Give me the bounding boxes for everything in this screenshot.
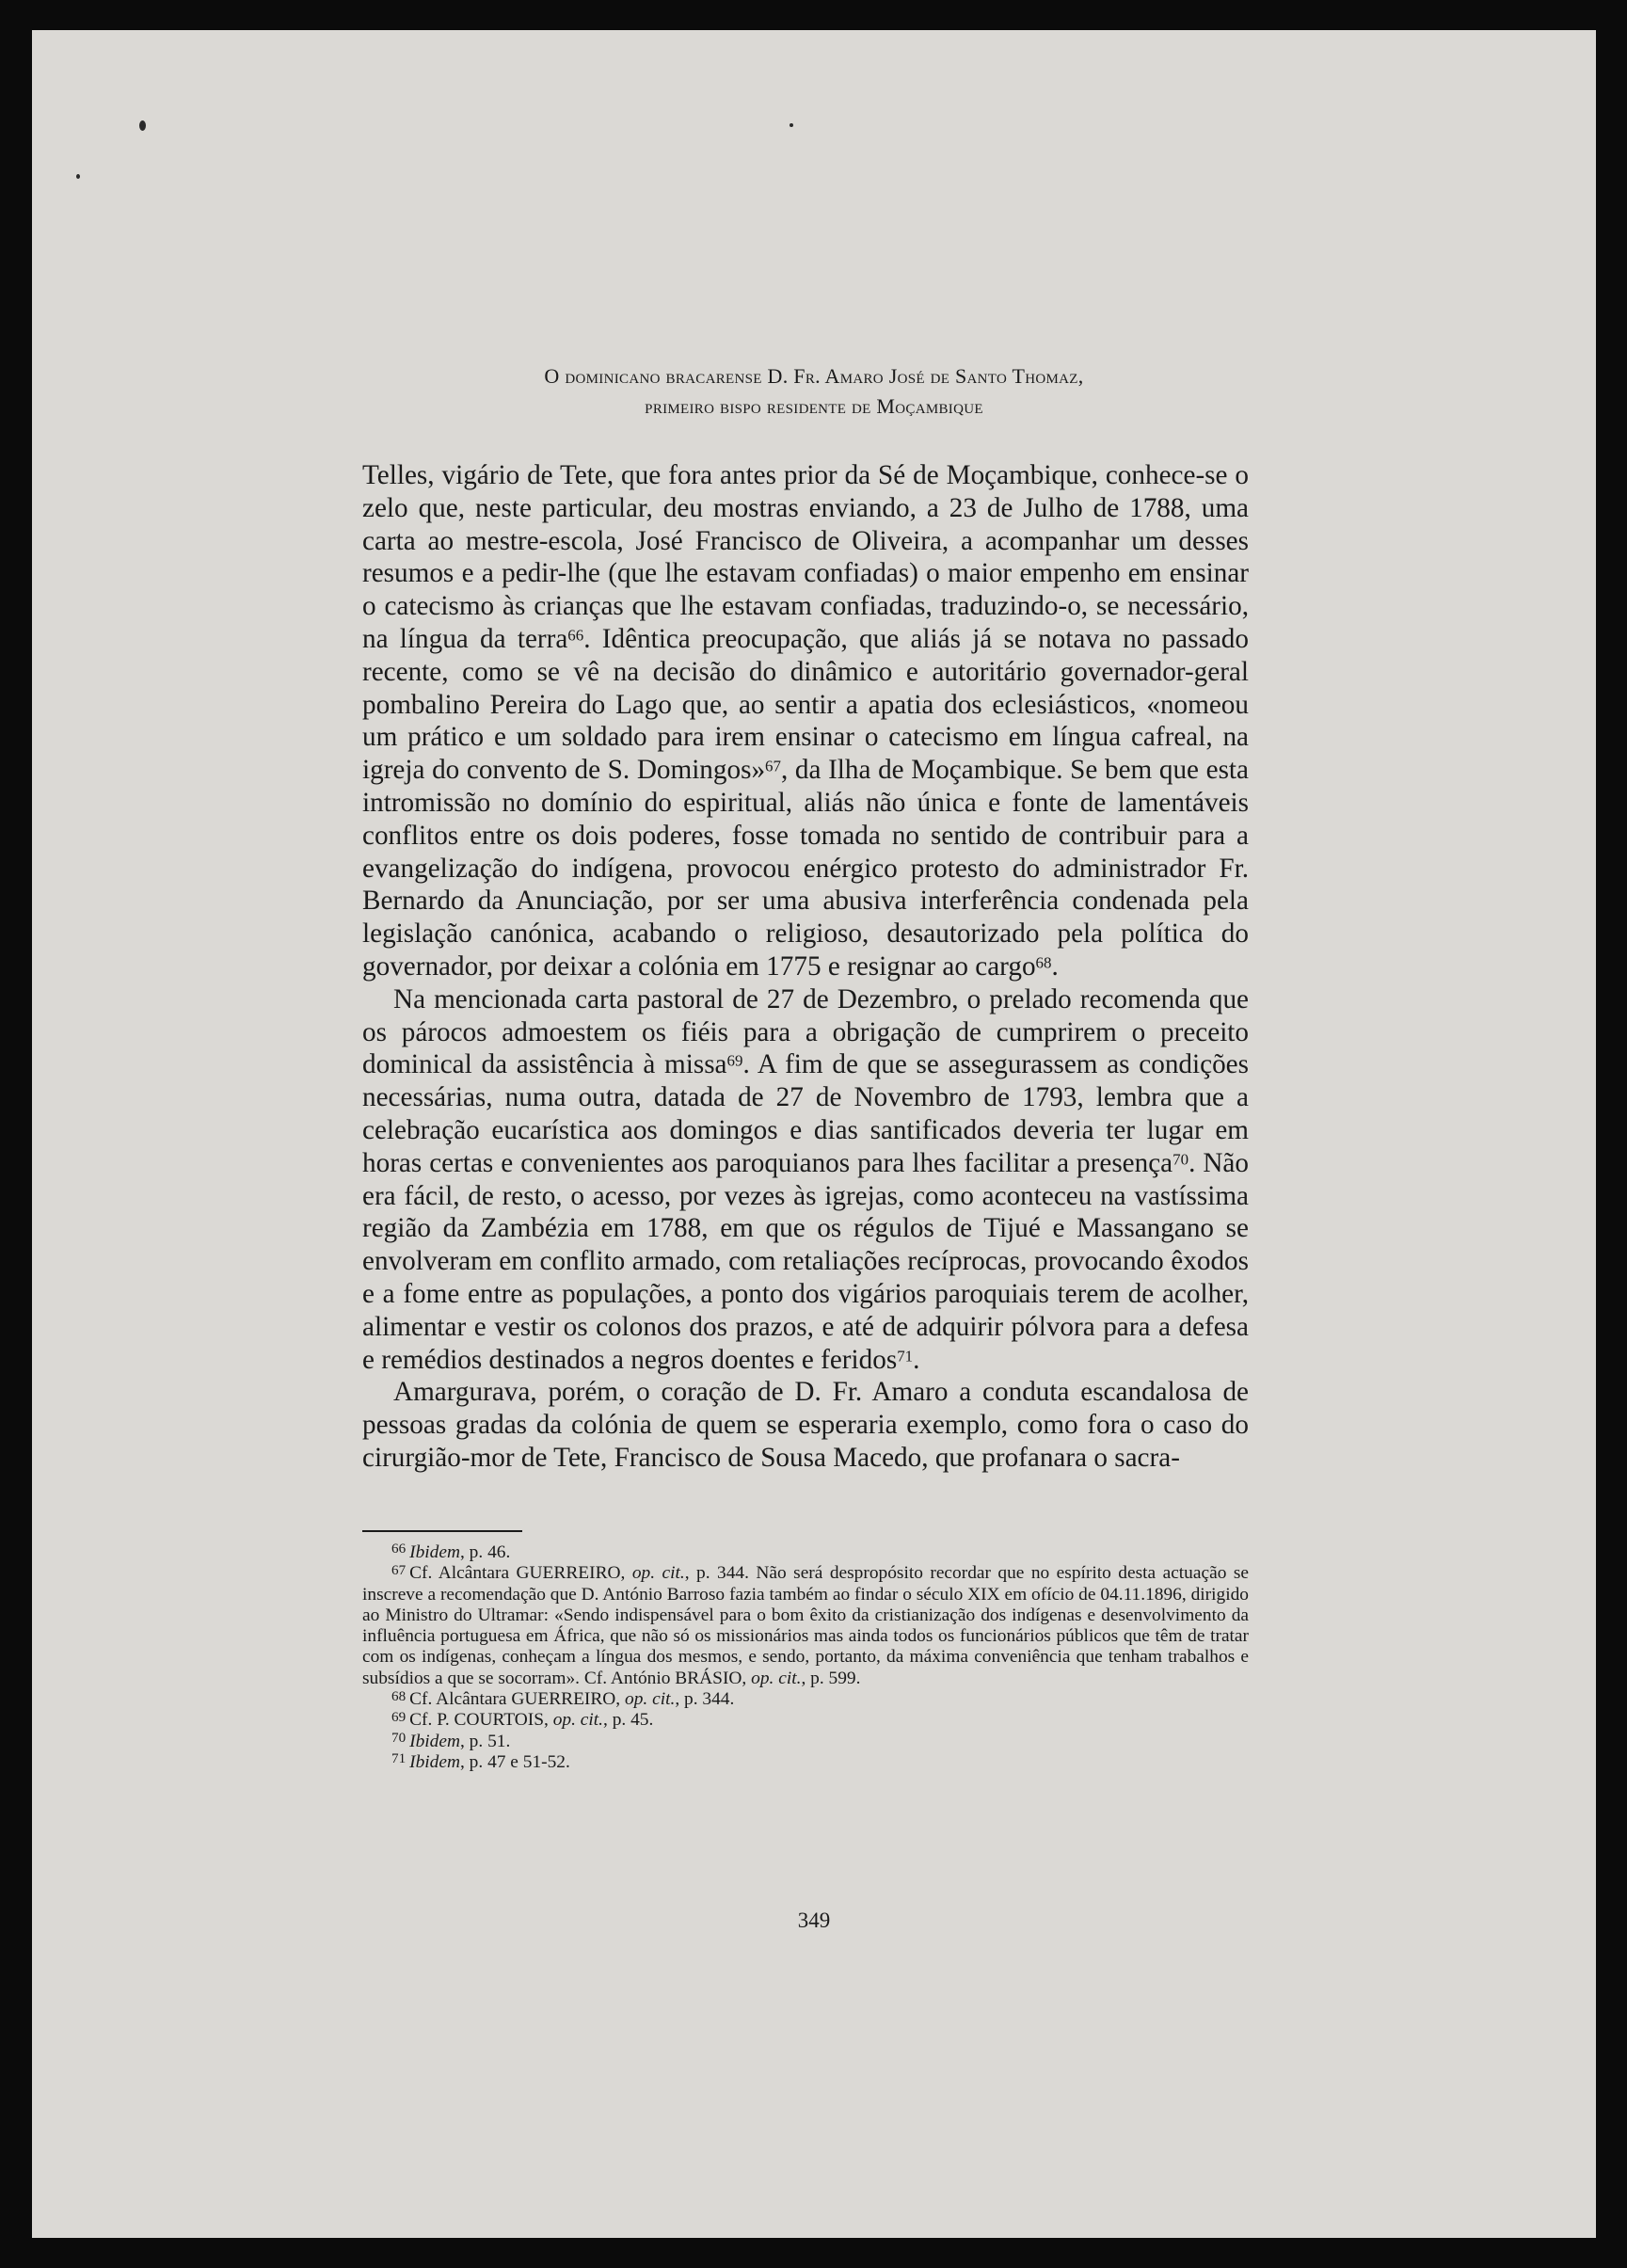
text-run: . [1051,950,1059,982]
footnote-italic: op. cit. [625,1689,676,1710]
text-run: . Idêntica preocupação, que aliás já se notava no passado recente, como se vê na decisão do dinâmico e autoritário governador-geral pombalino Pereira do Lago que, ao sentir a apatia dos eclesiásticos, «nomeou um prático e um soldado para irem ensinar o catecismo em língua cafreal, na igreja do convento de S. Domingos» [362,623,1249,786]
footnote [362,1732,1249,1752]
text-run: . Não era fácil, de resto, o acesso, por vezes às igrejas, como aconteceu na vastíssima região da Zambézia em 1788, em que os régulos de Tijué e Massangano se envolveram em conflito armado, com retaliações recíprocas, provocando êxodos e a fome entre as populações, a ponto dos vigários paroquiais terem de acolher, alimentar e vestir os colonos dos prazos, e até de adquirir pólvora para a defesa e remédios destinados a negros doentes e feridos [362,1147,1249,1375]
ink-speck [76,174,80,179]
footnote-italic: Ibidem [409,1542,460,1562]
footnote-ref: 66 [567,626,584,645]
text-run: . [913,1344,920,1375]
scanned-page [32,30,1596,2238]
footnote [362,1542,1249,1563]
footnote-italic: op. cit. [631,1563,685,1584]
text-run: Telles, vigário de Tete, que fora antes prior da Sé de Moçambique, conhece-se o zelo que, neste particular, deu mostras enviando, a 23 de Julho de 1788, uma carta ao mestre-escola, José Francisco de Oliveira, a acompanhar um desses resumos e a pedir-lhe (que lhe estavam confiadas) o maior empenho em ensinar o catecismo às crianças que lhe estavam confiadas, traduzindo-o, se necessário, na língua da terra [362,460,1249,654]
footnote-text: , p. 45. [603,1710,654,1731]
footnote-text: , p. 47 e 51-52. [459,1751,570,1772]
body-text [362,459,1249,1475]
header-line-1: O dominicano bracarense D. Fr. Amaro José de Santo Thomaz, [544,364,1084,388]
footnote-italic: op. cit. [552,1710,604,1731]
text-run: . A fim de que se assegurassem as condições necessárias, numa outra, datada de 27 de Novembro de 1793, lembra que a celebração eucarística aos domingos e dias santificados deveria ter lugar em horas certas e convenientes aos paroquianos para lhes facilitar a presença [362,1049,1249,1178]
footnote [362,1710,1249,1731]
ink-speck [790,123,793,127]
page-number: 349 [797,1909,831,1932]
footnote-ref: 70 [1172,1150,1189,1169]
footnote-italic: Ibidem [409,1751,460,1772]
footnote-ref: 68 [1035,953,1052,972]
footnote-number: 68 [391,1688,407,1704]
running-header [32,361,1596,422]
footnote-text: Cf. Alcântara GUERREIRO, [409,1689,625,1710]
text-run: Na mencionada carta pastoral de 27 de Dezembro, o prelado recomenda que os párocos admoestem os fiéis para a obrigação de cumprirem o preceito dominical da assistência à missa [362,983,1249,1080]
footnote-italic: Ibidem [409,1731,460,1751]
footnote-ref: 69 [726,1051,743,1070]
header-line-2: primeiro bispo residente de Moçambique [645,394,983,418]
footnotes [362,1542,1249,1773]
footnote-number: 71 [391,1751,407,1767]
footnote-text: , p. 344. Não será despropósito recordar que no espírito desta actuação se inscreve a recomendação que D. António Barroso fazia também ao findar o século XIX em ofício de 04.11.1896, dirigido ao Ministro do Ultramar: «Sendo indispensável para o bom êxito da cristianização dos indígenas e desenvolvimento da influência portuguesa em África, que não só os missionários mas ainda todos os funcionários públicos que têm de tratar com os indígenas, conheçam a língua dos mesmos, e sendo, portanto, da máxima conveniência que tenham trabalhos e subsídios a que se socorram». Cf. António BRÁSIO, [362,1563,1249,1688]
footnote-text: , p. 46. [459,1542,511,1562]
footnote-text: , p. 344. [675,1689,735,1710]
footnote-text: Cf. P. COURTOIS, [409,1710,553,1731]
footnote [362,1563,1249,1689]
paragraph [362,983,1249,1377]
footnote-text: , p. 599. [801,1668,861,1688]
footnote-ref: 67 [765,757,781,775]
footnote-number: 70 [391,1731,407,1747]
footnote [362,1689,1249,1710]
footnote-italic: op. cit. [751,1668,802,1688]
footnote-text: , p. 51. [459,1731,511,1751]
footnote-ref: 71 [897,1346,914,1365]
footnote [362,1752,1249,1773]
paragraph: Amargurava, porém, o coração de D. Fr. Amaro a conduta escandalosa de pessoas gradas da colónia de quem se esperaria exemplo, como fora o caso do cirurgião-mor de Tete, Francisco de Sousa Macedo, que profanara o sacra- [362,1377,1249,1473]
ink-speck [139,120,146,131]
paragraph [362,459,1249,983]
text-run: , da Ilha de Moçambique. Se bem que esta intromissão no domínio do espiritual, aliás não única e fonte de lamentáveis conflitos entre os dois poderes, fosse tomada no sentido de contribuir para a evangelização do indígena, provocou enérgico protesto do administrador Fr. Bernardo da Anunciação, por ser uma abusiva interferência condenada pela legislação canónica, acabando o religioso, desautorizado pela política do governador, por deixar a colónia em 1775 e resignar ao cargo [362,755,1249,982]
footnote-divider [362,1530,522,1532]
footnote-number: 67 [391,1562,407,1578]
footnote-number: 66 [391,1541,407,1557]
footnote-number: 69 [391,1709,407,1725]
footnote-text: Cf. Alcântara GUERREIRO, [409,1563,632,1584]
